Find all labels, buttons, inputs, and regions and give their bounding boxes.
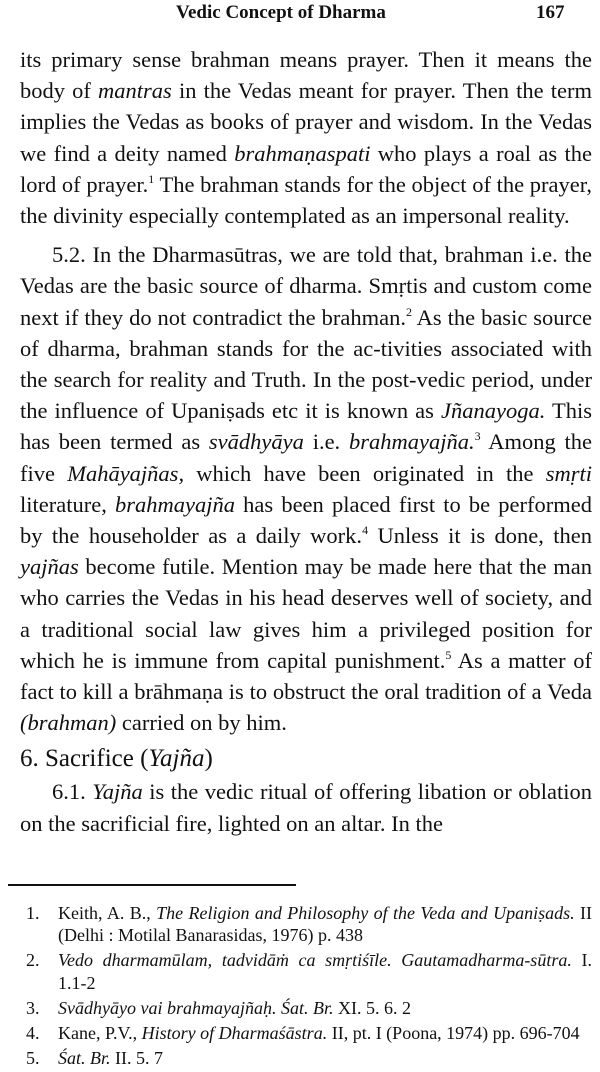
paragraph-6-1 [20, 776, 592, 838]
italic-term: Yajña [92, 779, 143, 805]
text-run: is the vedic ritual of offering libation or oblation on the sacrificial fire, lighted on an altar. In the [20, 779, 593, 836]
italic-term: brahmayajña [115, 491, 235, 517]
footnote-2 [26, 949, 592, 993]
page-number: 167 [536, 2, 565, 23]
paragraph-brahman-prayer [20, 44, 592, 231]
text-run: literature, [20, 491, 115, 517]
italic-term: brahmayajña. [349, 429, 475, 455]
text-run: 6.1. [52, 779, 93, 805]
footnote-number: 2. [26, 950, 40, 971]
text-run: II. 5. 7 [110, 1048, 164, 1069]
italic-term: svādhyāya [208, 429, 304, 455]
italic-term: mantras [98, 78, 172, 104]
italic-term: History of Dharmaśāstra. [141, 1023, 328, 1044]
heading-italic: Yajña [148, 745, 205, 773]
footnotes [26, 902, 592, 1072]
text-run: Unless it is done, then [368, 523, 593, 549]
text-run: II (Delhi : Motilal Banarasidas, 1976) p. 438 [58, 903, 592, 946]
running-title: Vedic Concept of Dharma [176, 2, 386, 23]
running-header [0, 2, 600, 30]
footnote-4 [26, 1022, 592, 1044]
text-run: Among the five [20, 429, 592, 486]
heading-text: ) [204, 745, 213, 773]
footnote-ref: 3 [474, 429, 481, 444]
italic-term: Jñanayoga. [440, 398, 546, 424]
footnote-ref: 4 [362, 523, 369, 538]
text-run: This has been termed as [20, 398, 592, 455]
footnote-ref: 2 [405, 304, 412, 319]
text-run: As a matter of fact to kill a brāhmaṇa is to obstruct the oral tradition of a Veda [20, 647, 592, 705]
text-run: carried on by him. [116, 710, 287, 736]
footnote-number: 1. [26, 903, 40, 923]
footnote-ref: 1 [148, 171, 155, 186]
italic-term: Mahāyajñas, [67, 460, 185, 486]
footnote-number: 5. [26, 1048, 40, 1069]
footnote-1 [26, 902, 592, 946]
text-run: 5.2. In the Dharmasūtras, we are told that, brahman i.e. the Vedas are the basic source of dharma. Smṛtis and custom come next if they do not contradict the brahman. [20, 242, 592, 330]
footnote-number: 4. [26, 1023, 40, 1044]
text-run: As the basic source of dharma, brahman stands for the ac-tivities associated with the search for reality and Truth. In the post-vedic period, under the influence of Upaniṣads etc it is known as [20, 304, 592, 424]
italic-term: (brahman) [20, 710, 117, 736]
text-run: become futile. Mention may be made here that the man who carries the Vedas in his head deserves well of society, and a traditional social law gives him a privileged position for which he is immune from capital punishment. [20, 554, 592, 673]
text-run: which have been originated in the [184, 460, 546, 486]
italic-term: yajñas [20, 554, 79, 580]
italic-term: Śat. Br. [58, 1048, 111, 1069]
footnote-5 [26, 1047, 592, 1069]
text-run: who plays a roal as the lord of prayer. [20, 140, 592, 197]
text-run: i.e. [303, 429, 349, 455]
footnote-3 [26, 997, 592, 1019]
text-run: in the Vedas meant for prayer. Then the term implies the Vedas as books of prayer and wisdom. In the Vedas we find a deity named [20, 78, 592, 166]
text-run: I. 1.1-2 [58, 950, 592, 993]
section-heading [20, 742, 592, 776]
italic-term: smṛti [545, 460, 592, 486]
paragraph-5-2 [20, 239, 592, 738]
text-run: XI. 5. 6. 2 [333, 997, 411, 1018]
text-run: has been placed first to be performed by the householder as a daily work. [20, 491, 592, 549]
italic-term: brahmaṇaspati [234, 140, 371, 166]
footnote-number: 3. [26, 997, 40, 1018]
body-text [20, 44, 592, 839]
text-run: The brahman stands for the object of the prayer, the divinity especially contemplated as an impersonal reality. [20, 171, 592, 229]
text-run: II, pt. I (Poona, 1974) pp. 696-704 [327, 1023, 580, 1044]
footnote-ref: 5 [445, 647, 452, 662]
text-run: its primary sense brahman means prayer. Then it means the body of [20, 47, 592, 104]
text-run: Keith, A. B., [58, 903, 157, 923]
text-run: Kane, P.V., [58, 1023, 142, 1044]
italic-term: The Religion and Philosophy of the Veda and Upaniṣads. [156, 903, 575, 923]
italic-term: Vedo dharmamūlam, tadvidāṁ ca smṛtiśīle. Gautamadharma-sūtra. [58, 950, 572, 971]
heading-text: 6. Sacrifice ( [20, 745, 149, 773]
footnote-divider [8, 884, 296, 886]
italic-term: Svādhyāyo vai brahmayajñaḥ. Śat. Br. [58, 997, 334, 1018]
